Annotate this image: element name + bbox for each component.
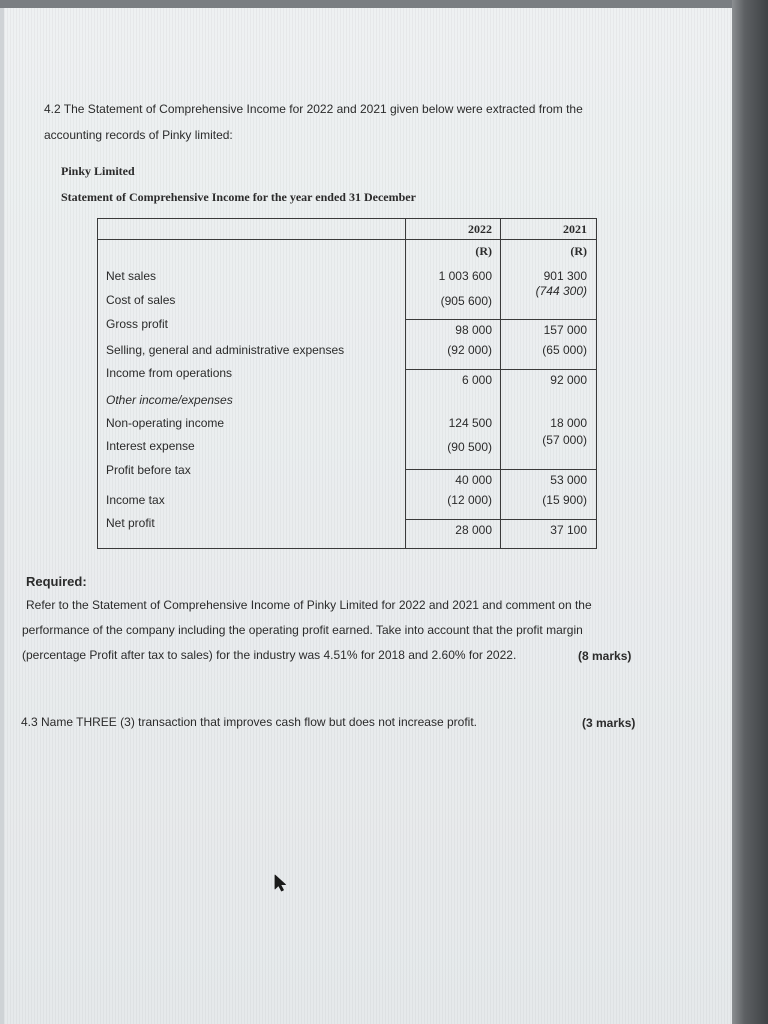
value-2022-interest-expense: (90 500) bbox=[447, 440, 492, 454]
currency-2021: (R) bbox=[570, 244, 587, 258]
question-4-2-intro-line2: accounting records of Pinky limited: bbox=[44, 128, 233, 142]
value-2022-net-profit: 28 000 bbox=[455, 523, 492, 537]
column-header-2022: 2022 bbox=[468, 222, 492, 236]
rule-net-profit-2022 bbox=[406, 519, 500, 520]
required-marks: (8 marks) bbox=[578, 649, 632, 663]
row-label-gross-profit: Gross profit bbox=[106, 317, 169, 331]
row-label-income-from-operations: Income from operations bbox=[106, 366, 233, 380]
monitor-bezel bbox=[732, 0, 768, 1024]
row-label-net-sales: Net sales bbox=[106, 269, 157, 283]
value-2021-profit-before-tax: 53 000 bbox=[550, 473, 587, 487]
value-2022-profit-before-tax: 40 000 bbox=[455, 473, 492, 487]
required-line1: Refer to the Statement of Comprehensive Income of Pinky Limited for 2022 and 2021 and comment on the bbox=[26, 598, 592, 612]
row-label-interest-expense: Interest expense bbox=[106, 439, 195, 453]
rule-operations-2022 bbox=[406, 369, 500, 370]
value-2022-non-operating-income: 124 500 bbox=[448, 416, 492, 430]
value-2022-income-from-operations: 6 000 bbox=[461, 373, 492, 387]
required-heading: Required: bbox=[26, 574, 87, 589]
value-2022-cost-of-sales: (905 600) bbox=[440, 294, 492, 308]
value-2022-net-sales: 1 003 600 bbox=[438, 269, 492, 283]
value-2021-interest-expense: (57 000) bbox=[542, 433, 587, 447]
value-2021-gross-profit: 157 000 bbox=[543, 323, 587, 337]
company-name: Pinky Limited bbox=[61, 164, 135, 178]
row-label-profit-before-tax: Profit before tax bbox=[106, 463, 191, 477]
row-label-non-operating-income: Non-operating income bbox=[106, 416, 225, 430]
column-header-2021: 2021 bbox=[563, 222, 587, 236]
value-2022-sga-expenses: (92 000) bbox=[447, 343, 492, 357]
value-2021-income-tax: (15 900) bbox=[542, 493, 587, 507]
rule-before-tax-2021 bbox=[501, 469, 596, 470]
row-label-net-profit: Net profit bbox=[106, 516, 155, 530]
required-line3: (percentage Profit after tax to sales) for the industry was 4.51% for 2018 and 2.60% for 2022. bbox=[22, 648, 517, 662]
rule-net-profit-2021 bbox=[501, 519, 596, 520]
statement-title: Statement of Comprehensive Income for the year ended 31 December bbox=[61, 190, 416, 204]
required-line2: performance of the company including the operating profit earned. Take into account that the profit margin bbox=[22, 623, 583, 637]
document-page bbox=[4, 8, 732, 1024]
value-2021-sga-expenses: (65 000) bbox=[542, 343, 587, 357]
row-label-income-tax: Income tax bbox=[106, 493, 165, 507]
value-2021-net-profit: 37 100 bbox=[550, 523, 587, 537]
rule-operations-2021 bbox=[501, 369, 596, 370]
rule-gross-profit-2022 bbox=[406, 319, 500, 320]
question-4-3-marks: (3 marks) bbox=[582, 716, 636, 730]
screen-top-edge bbox=[0, 0, 768, 8]
value-2021-cost-of-sales: (744 300) bbox=[535, 284, 587, 298]
header-divider bbox=[98, 239, 596, 240]
value-2022-gross-profit: 98 000 bbox=[455, 323, 492, 337]
rule-before-tax-2022 bbox=[406, 469, 500, 470]
currency-2022: (R) bbox=[475, 244, 492, 258]
value-2022-income-tax: (12 000) bbox=[447, 493, 492, 507]
question-4-2-intro-line1: 4.2 The Statement of Comprehensive Income for 2022 and 2021 given below were extracted from the bbox=[44, 102, 583, 116]
row-label-sga-expenses: Selling, general and administrative expenses bbox=[106, 343, 345, 357]
value-2021-income-from-operations: 92 000 bbox=[550, 373, 587, 387]
question-4-3-text: 4.3 Name THREE (3) transaction that improves cash flow but does not increase profit. bbox=[21, 715, 477, 729]
value-2021-non-operating-income: 18 000 bbox=[550, 416, 587, 430]
row-label-cost-of-sales: Cost of sales bbox=[106, 293, 176, 307]
row-label-other-income-expenses: Other income/expenses bbox=[106, 393, 233, 407]
value-2021-net-sales: 901 300 bbox=[543, 269, 587, 283]
rule-gross-profit-2021 bbox=[501, 319, 596, 320]
income-statement-table bbox=[97, 218, 597, 549]
mouse-pointer-icon bbox=[274, 874, 288, 892]
